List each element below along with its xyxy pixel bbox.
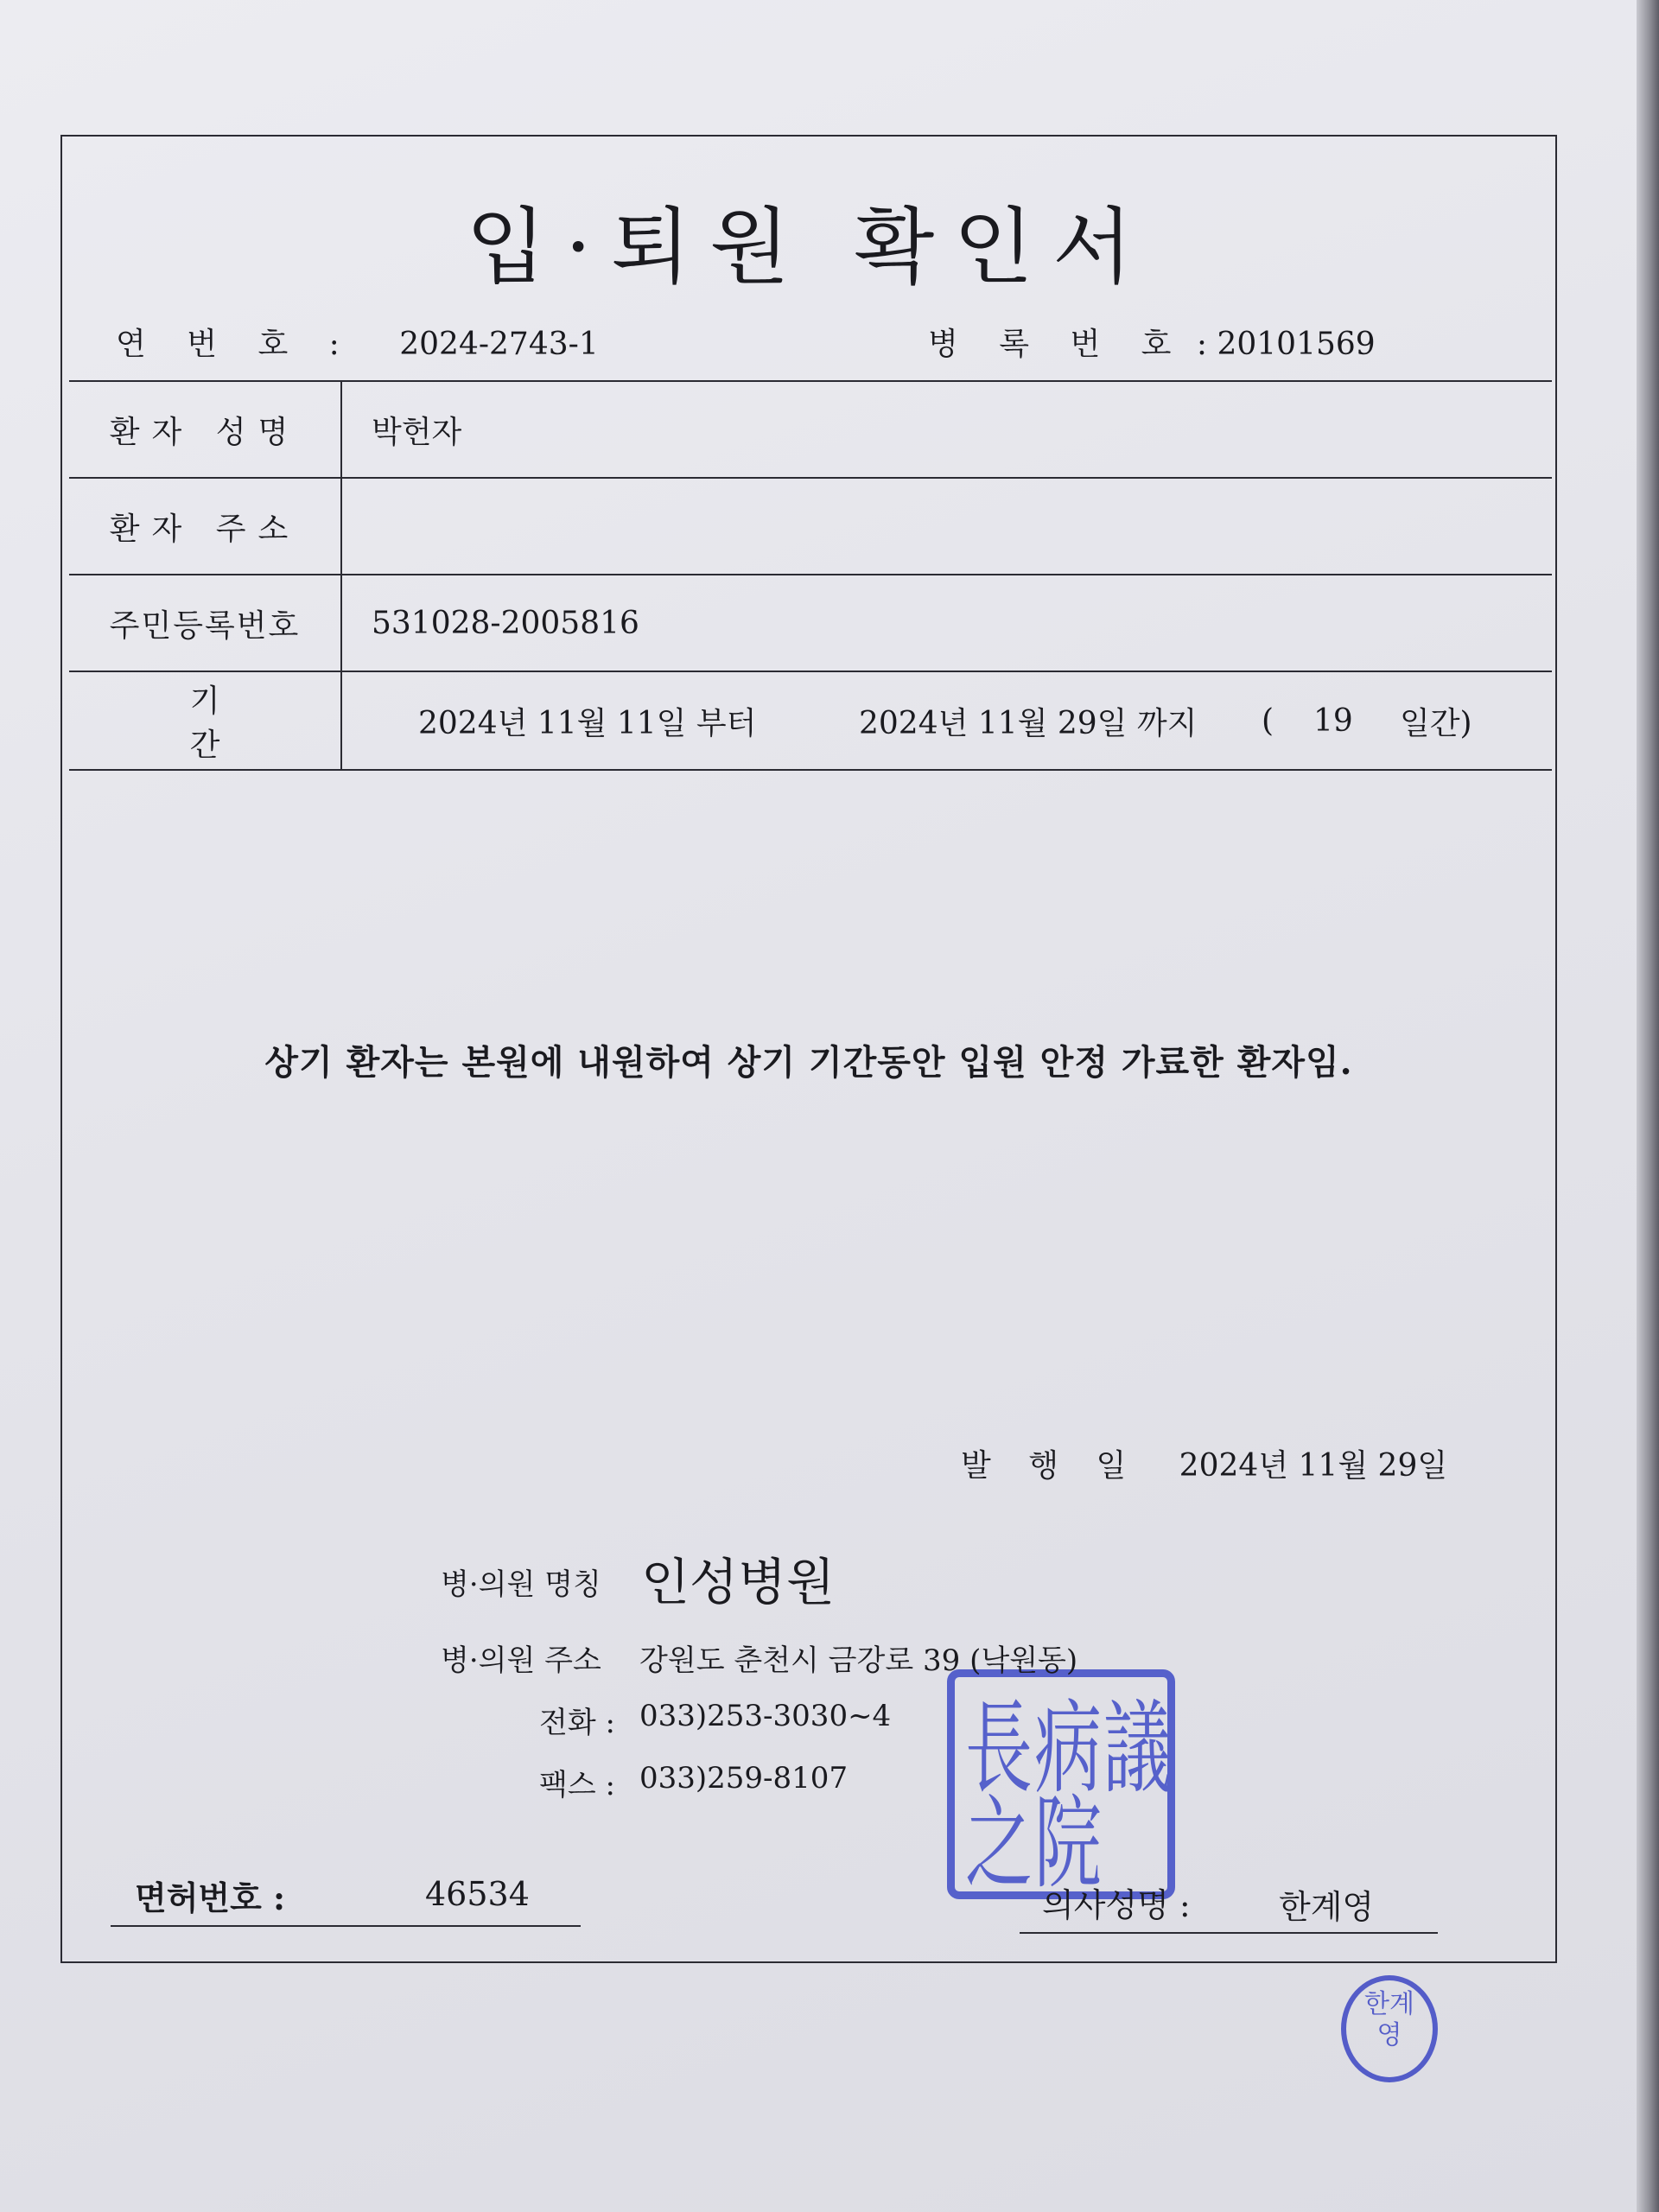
fax-label: 팩스 : (539, 1768, 615, 1802)
table-row (69, 382, 1552, 479)
doctor-seal-stamp: 한계 영 (1341, 1975, 1438, 2082)
hospital-seal-stamp: 長 病 議 之 院 (947, 1669, 1175, 1899)
period-open-paren: ( (1262, 702, 1274, 739)
hospital-name: 인성병원 (641, 1553, 836, 1611)
phone-label: 전화 : (539, 1706, 615, 1740)
hospital-address-label: 병·의원 주소 (441, 1643, 601, 1678)
period-days: 19 (1313, 702, 1353, 739)
certificate-frame (60, 135, 1557, 2050)
serial-value: 2024-2743-1 (399, 327, 599, 362)
row-header-id: 주민등록번호 (69, 575, 342, 671)
fax-number: 033)259-8107 (639, 1761, 849, 1796)
document-title: 입·퇴원 확인서 (466, 199, 1152, 296)
doctor-name: 한계영 (1279, 1888, 1375, 1926)
phone-number: 033)253-3030~4 (639, 1699, 892, 1733)
period-to: 2024년 11월 29일 까지 (859, 705, 1198, 741)
paper-edge (1637, 0, 1659, 2212)
issue-date (961, 1441, 1447, 1485)
serial-number (116, 320, 599, 364)
license-number: 46534 (425, 1875, 530, 1913)
row-header-name: 환자 성명 (69, 382, 342, 477)
issue-date-value: 2024년 11월 29일 (1179, 1448, 1448, 1484)
table-row (69, 672, 1552, 769)
row-header-address: 환자 주소 (69, 479, 342, 574)
table-row (69, 575, 1552, 672)
doctor-line (1020, 1872, 1438, 1934)
license-label: 면허번호 : (135, 1878, 286, 1917)
period-from: 2024년 11월 11일 부터 (418, 705, 757, 741)
doctor-label: 의사성명 : (1042, 1886, 1191, 1924)
record-number (928, 320, 1376, 364)
patient-name: 박헌자 (372, 414, 462, 450)
table-row (69, 479, 1552, 575)
resident-number: 531028-2005816 (372, 605, 639, 641)
serial-label: 연 번 호 : (116, 327, 355, 362)
row-header-period: 기 간 (69, 672, 342, 769)
issue-date-label: 발 행 일 (961, 1448, 1141, 1484)
hospital-name-label: 병·의원 명칭 (441, 1567, 601, 1602)
hospital-address: 강원도 춘천시 금강로 39 (낙원동) (639, 1643, 1078, 1678)
record-value: : 20101569 (1196, 327, 1376, 362)
period-days-unit: 일간) (1400, 705, 1472, 741)
confirmation-statement: 상기 환자는 본원에 내원하여 상기 기간동안 입원 안정 가료한 환자임. (264, 1042, 1353, 1083)
record-label: 병 록 번 호 (928, 327, 1187, 362)
info-table (69, 380, 1552, 771)
license-line (111, 1865, 581, 1927)
